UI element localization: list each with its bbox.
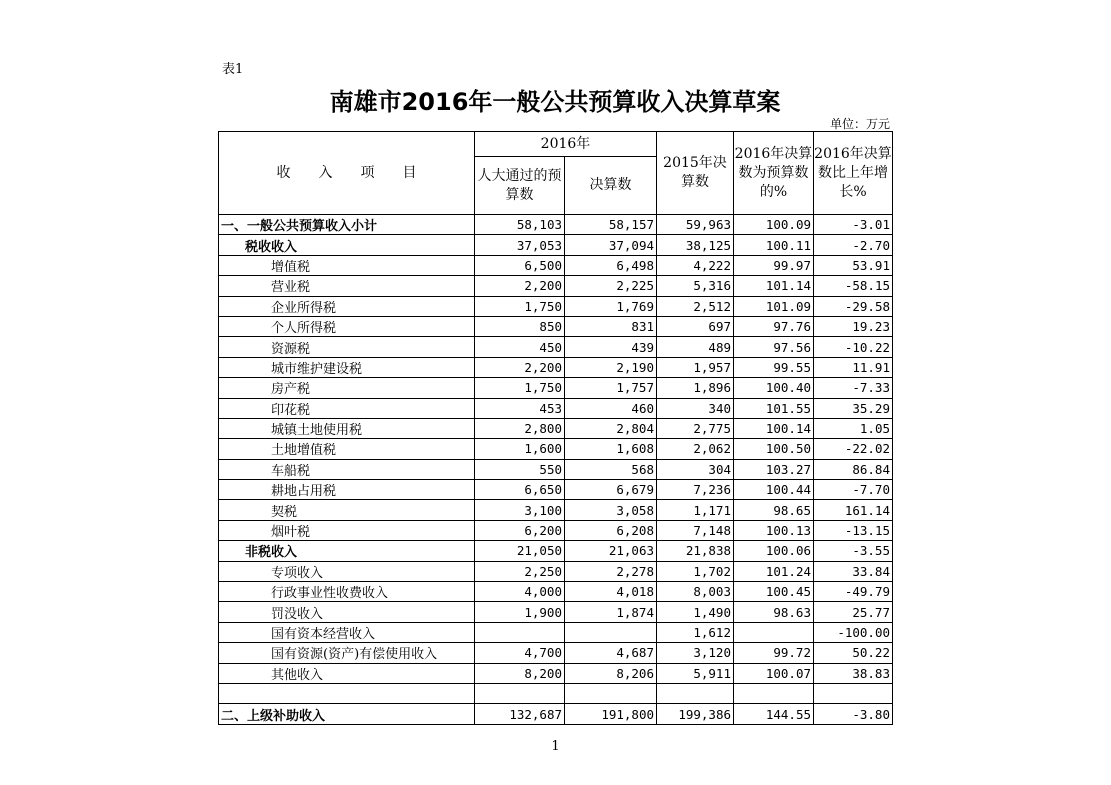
header-budget: 人大通过的预算数 bbox=[475, 157, 565, 215]
cell-pct-of-budget: 100.07 bbox=[734, 663, 814, 683]
cell-growth: -3.55 bbox=[814, 541, 893, 561]
cell-growth: 1.05 bbox=[814, 418, 893, 438]
table-row bbox=[219, 663, 893, 683]
cell-pct-of-budget: 97.76 bbox=[734, 316, 814, 336]
cell-budget: 21,050 bbox=[475, 541, 565, 561]
cell-pct-of-budget: 100.06 bbox=[734, 541, 814, 561]
cell-budget: 4,700 bbox=[475, 643, 565, 663]
table-row bbox=[219, 520, 893, 540]
cell-growth: 19.23 bbox=[814, 316, 893, 336]
cell-pct-of-budget: 99.55 bbox=[734, 357, 814, 377]
cell-final: 831 bbox=[565, 316, 657, 336]
cell-budget: 132,687 bbox=[475, 704, 565, 724]
cell-final: 6,208 bbox=[565, 520, 657, 540]
cell-pct-of-budget: 100.40 bbox=[734, 378, 814, 398]
row-name: 印花税 bbox=[219, 398, 475, 418]
cell-budget: 6,200 bbox=[475, 520, 565, 540]
cell-final: 460 bbox=[565, 398, 657, 418]
row-name: 非税收入 bbox=[219, 541, 475, 561]
cell-growth: -13.15 bbox=[814, 520, 893, 540]
cell-growth: 33.84 bbox=[814, 561, 893, 581]
cell-budget: 453 bbox=[475, 398, 565, 418]
cell-prev-year: 5,316 bbox=[657, 276, 734, 296]
row-name: 二、上级补助收入 bbox=[219, 704, 475, 724]
table-row bbox=[219, 582, 893, 602]
cell-growth: -58.15 bbox=[814, 276, 893, 296]
cell-growth: 35.29 bbox=[814, 398, 893, 418]
table-row bbox=[219, 439, 893, 459]
row-name: 耕地占用税 bbox=[219, 480, 475, 500]
cell-growth: -7.70 bbox=[814, 480, 893, 500]
table-row bbox=[219, 643, 893, 663]
row-name: 资源税 bbox=[219, 337, 475, 357]
table-row bbox=[219, 541, 893, 561]
row-name bbox=[219, 683, 475, 703]
cell-prev-year bbox=[657, 683, 734, 703]
cell-growth: -7.33 bbox=[814, 378, 893, 398]
row-name: 国有资源(资产)有偿使用收入 bbox=[219, 643, 475, 663]
cell-final: 6,498 bbox=[565, 255, 657, 275]
budget-table bbox=[218, 131, 893, 725]
cell-prev-year: 7,148 bbox=[657, 520, 734, 540]
header-prev-year-final: 2015年决算数 bbox=[657, 132, 734, 215]
cell-prev-year: 7,236 bbox=[657, 480, 734, 500]
cell-pct-of-budget: 99.72 bbox=[734, 643, 814, 663]
cell-pct-of-budget: 97.56 bbox=[734, 337, 814, 357]
cell-final: 1,874 bbox=[565, 602, 657, 622]
cell-prev-year: 1,702 bbox=[657, 561, 734, 581]
table-row bbox=[219, 276, 893, 296]
cell-growth: -2.70 bbox=[814, 235, 893, 255]
table-row bbox=[219, 296, 893, 316]
cell-growth: 38.83 bbox=[814, 663, 893, 683]
cell-pct-of-budget: 100.09 bbox=[734, 215, 814, 235]
cell-budget: 1,750 bbox=[475, 378, 565, 398]
cell-growth: 53.91 bbox=[814, 255, 893, 275]
row-name: 税收收入 bbox=[219, 235, 475, 255]
cell-pct-of-budget: 103.27 bbox=[734, 459, 814, 479]
cell-prev-year: 1,957 bbox=[657, 357, 734, 377]
cell-budget: 2,200 bbox=[475, 357, 565, 377]
cell-pct-of-budget: 100.44 bbox=[734, 480, 814, 500]
cell-budget: 2,800 bbox=[475, 418, 565, 438]
cell-prev-year: 304 bbox=[657, 459, 734, 479]
cell-final: 1,769 bbox=[565, 296, 657, 316]
row-name: 行政事业性收费收入 bbox=[219, 582, 475, 602]
cell-growth: 50.22 bbox=[814, 643, 893, 663]
cell-budget: 58,103 bbox=[475, 215, 565, 235]
table-row bbox=[219, 602, 893, 622]
row-name: 一、一般公共预算收入小计 bbox=[219, 215, 475, 235]
cell-prev-year: 3,120 bbox=[657, 643, 734, 663]
row-name: 城镇土地使用税 bbox=[219, 418, 475, 438]
cell-growth: -22.02 bbox=[814, 439, 893, 459]
cell-budget: 37,053 bbox=[475, 235, 565, 255]
header-final: 决算数 bbox=[565, 157, 657, 215]
table-row bbox=[219, 500, 893, 520]
cell-prev-year: 38,125 bbox=[657, 235, 734, 255]
cell-budget: 2,200 bbox=[475, 276, 565, 296]
table-row bbox=[219, 561, 893, 581]
row-name: 国有资本经营收入 bbox=[219, 622, 475, 642]
cell-final: 37,094 bbox=[565, 235, 657, 255]
table-row bbox=[219, 398, 893, 418]
cell-pct-of-budget bbox=[734, 622, 814, 642]
cell-prev-year: 1,612 bbox=[657, 622, 734, 642]
cell-pct-of-budget: 100.45 bbox=[734, 582, 814, 602]
table-row bbox=[219, 378, 893, 398]
cell-prev-year: 21,838 bbox=[657, 541, 734, 561]
cell-prev-year: 1,490 bbox=[657, 602, 734, 622]
cell-final: 2,190 bbox=[565, 357, 657, 377]
cell-prev-year: 2,775 bbox=[657, 418, 734, 438]
cell-prev-year: 2,512 bbox=[657, 296, 734, 316]
header-pct-of-budget: 2016年决算数为预算数的% bbox=[734, 132, 814, 215]
cell-budget: 4,000 bbox=[475, 582, 565, 602]
cell-final: 4,687 bbox=[565, 643, 657, 663]
cell-growth bbox=[814, 683, 893, 703]
cell-final: 21,063 bbox=[565, 541, 657, 561]
cell-budget: 1,600 bbox=[475, 439, 565, 459]
row-name: 契税 bbox=[219, 500, 475, 520]
row-name: 专项收入 bbox=[219, 561, 475, 581]
row-name: 罚没收入 bbox=[219, 602, 475, 622]
cell-final: 191,800 bbox=[565, 704, 657, 724]
cell-pct-of-budget: 101.09 bbox=[734, 296, 814, 316]
cell-final: 2,804 bbox=[565, 418, 657, 438]
cell-final: 2,278 bbox=[565, 561, 657, 581]
cell-budget: 6,650 bbox=[475, 480, 565, 500]
cell-budget: 450 bbox=[475, 337, 565, 357]
table-row bbox=[219, 316, 893, 336]
row-name: 房产税 bbox=[219, 378, 475, 398]
cell-growth: -10.22 bbox=[814, 337, 893, 357]
table-number-label: 表1 bbox=[222, 62, 244, 77]
row-name: 营业税 bbox=[219, 276, 475, 296]
cell-final bbox=[565, 622, 657, 642]
table-row bbox=[219, 480, 893, 500]
cell-growth: -49.79 bbox=[814, 582, 893, 602]
cell-prev-year: 340 bbox=[657, 398, 734, 418]
cell-pct-of-budget: 99.97 bbox=[734, 255, 814, 275]
cell-budget: 3,100 bbox=[475, 500, 565, 520]
cell-growth: 11.91 bbox=[814, 357, 893, 377]
cell-growth: 86.84 bbox=[814, 459, 893, 479]
cell-growth: 25.77 bbox=[814, 602, 893, 622]
cell-growth: -100.00 bbox=[814, 622, 893, 642]
cell-prev-year: 1,171 bbox=[657, 500, 734, 520]
cell-budget: 2,250 bbox=[475, 561, 565, 581]
cell-budget: 1,900 bbox=[475, 602, 565, 622]
cell-final: 439 bbox=[565, 337, 657, 357]
cell-pct-of-budget: 101.55 bbox=[734, 398, 814, 418]
row-name: 企业所得税 bbox=[219, 296, 475, 316]
cell-prev-year: 1,896 bbox=[657, 378, 734, 398]
page-title: 南雄市2016年一般公共预算收入决算草案 bbox=[329, 88, 781, 116]
cell-prev-year: 697 bbox=[657, 316, 734, 336]
table-row bbox=[219, 622, 893, 642]
cell-final bbox=[565, 683, 657, 703]
cell-prev-year: 199,386 bbox=[657, 704, 734, 724]
row-name: 车船税 bbox=[219, 459, 475, 479]
header-year-group: 2016年 bbox=[475, 132, 657, 157]
cell-final: 2,225 bbox=[565, 276, 657, 296]
table-row bbox=[219, 337, 893, 357]
page-number: 1 bbox=[551, 739, 560, 754]
cell-budget: 1,750 bbox=[475, 296, 565, 316]
table-row bbox=[219, 459, 893, 479]
row-name: 其他收入 bbox=[219, 663, 475, 683]
cell-prev-year: 59,963 bbox=[657, 215, 734, 235]
cell-growth: -3.80 bbox=[814, 704, 893, 724]
cell-budget: 6,500 bbox=[475, 255, 565, 275]
table-row bbox=[219, 683, 893, 703]
cell-budget: 850 bbox=[475, 316, 565, 336]
cell-final: 6,679 bbox=[565, 480, 657, 500]
cell-pct-of-budget: 144.55 bbox=[734, 704, 814, 724]
cell-pct-of-budget: 101.14 bbox=[734, 276, 814, 296]
cell-final: 8,206 bbox=[565, 663, 657, 683]
cell-growth: -29.58 bbox=[814, 296, 893, 316]
cell-prev-year: 489 bbox=[657, 337, 734, 357]
cell-pct-of-budget: 100.13 bbox=[734, 520, 814, 540]
cell-pct-of-budget bbox=[734, 683, 814, 703]
row-name: 烟叶税 bbox=[219, 520, 475, 540]
cell-final: 568 bbox=[565, 459, 657, 479]
cell-final: 4,018 bbox=[565, 582, 657, 602]
table-row bbox=[219, 704, 893, 724]
header-growth: 2016年决算数比上年增长% bbox=[814, 132, 893, 215]
table-row bbox=[219, 215, 893, 235]
row-name: 增值税 bbox=[219, 255, 475, 275]
row-name: 土地增值税 bbox=[219, 439, 475, 459]
cell-prev-year: 2,062 bbox=[657, 439, 734, 459]
cell-final: 1,608 bbox=[565, 439, 657, 459]
header-item: 收 入 项 目 bbox=[219, 132, 475, 215]
unit-label: 单位：万元 bbox=[829, 117, 890, 131]
row-name: 城市维护建设税 bbox=[219, 357, 475, 377]
cell-final: 58,157 bbox=[565, 215, 657, 235]
cell-pct-of-budget: 100.11 bbox=[734, 235, 814, 255]
cell-budget bbox=[475, 683, 565, 703]
cell-pct-of-budget: 101.24 bbox=[734, 561, 814, 581]
table-body bbox=[219, 215, 893, 725]
table-row bbox=[219, 235, 893, 255]
cell-pct-of-budget: 98.63 bbox=[734, 602, 814, 622]
cell-budget: 8,200 bbox=[475, 663, 565, 683]
cell-growth: -3.01 bbox=[814, 215, 893, 235]
cell-final: 1,757 bbox=[565, 378, 657, 398]
cell-prev-year: 8,003 bbox=[657, 582, 734, 602]
cell-final: 3,058 bbox=[565, 500, 657, 520]
table-row bbox=[219, 418, 893, 438]
cell-pct-of-budget: 98.65 bbox=[734, 500, 814, 520]
cell-prev-year: 5,911 bbox=[657, 663, 734, 683]
table-row bbox=[219, 255, 893, 275]
row-name: 个人所得税 bbox=[219, 316, 475, 336]
cell-budget bbox=[475, 622, 565, 642]
cell-pct-of-budget: 100.14 bbox=[734, 418, 814, 438]
cell-budget: 550 bbox=[475, 459, 565, 479]
cell-growth: 161.14 bbox=[814, 500, 893, 520]
cell-pct-of-budget: 100.50 bbox=[734, 439, 814, 459]
cell-prev-year: 4,222 bbox=[657, 255, 734, 275]
table-row bbox=[219, 357, 893, 377]
